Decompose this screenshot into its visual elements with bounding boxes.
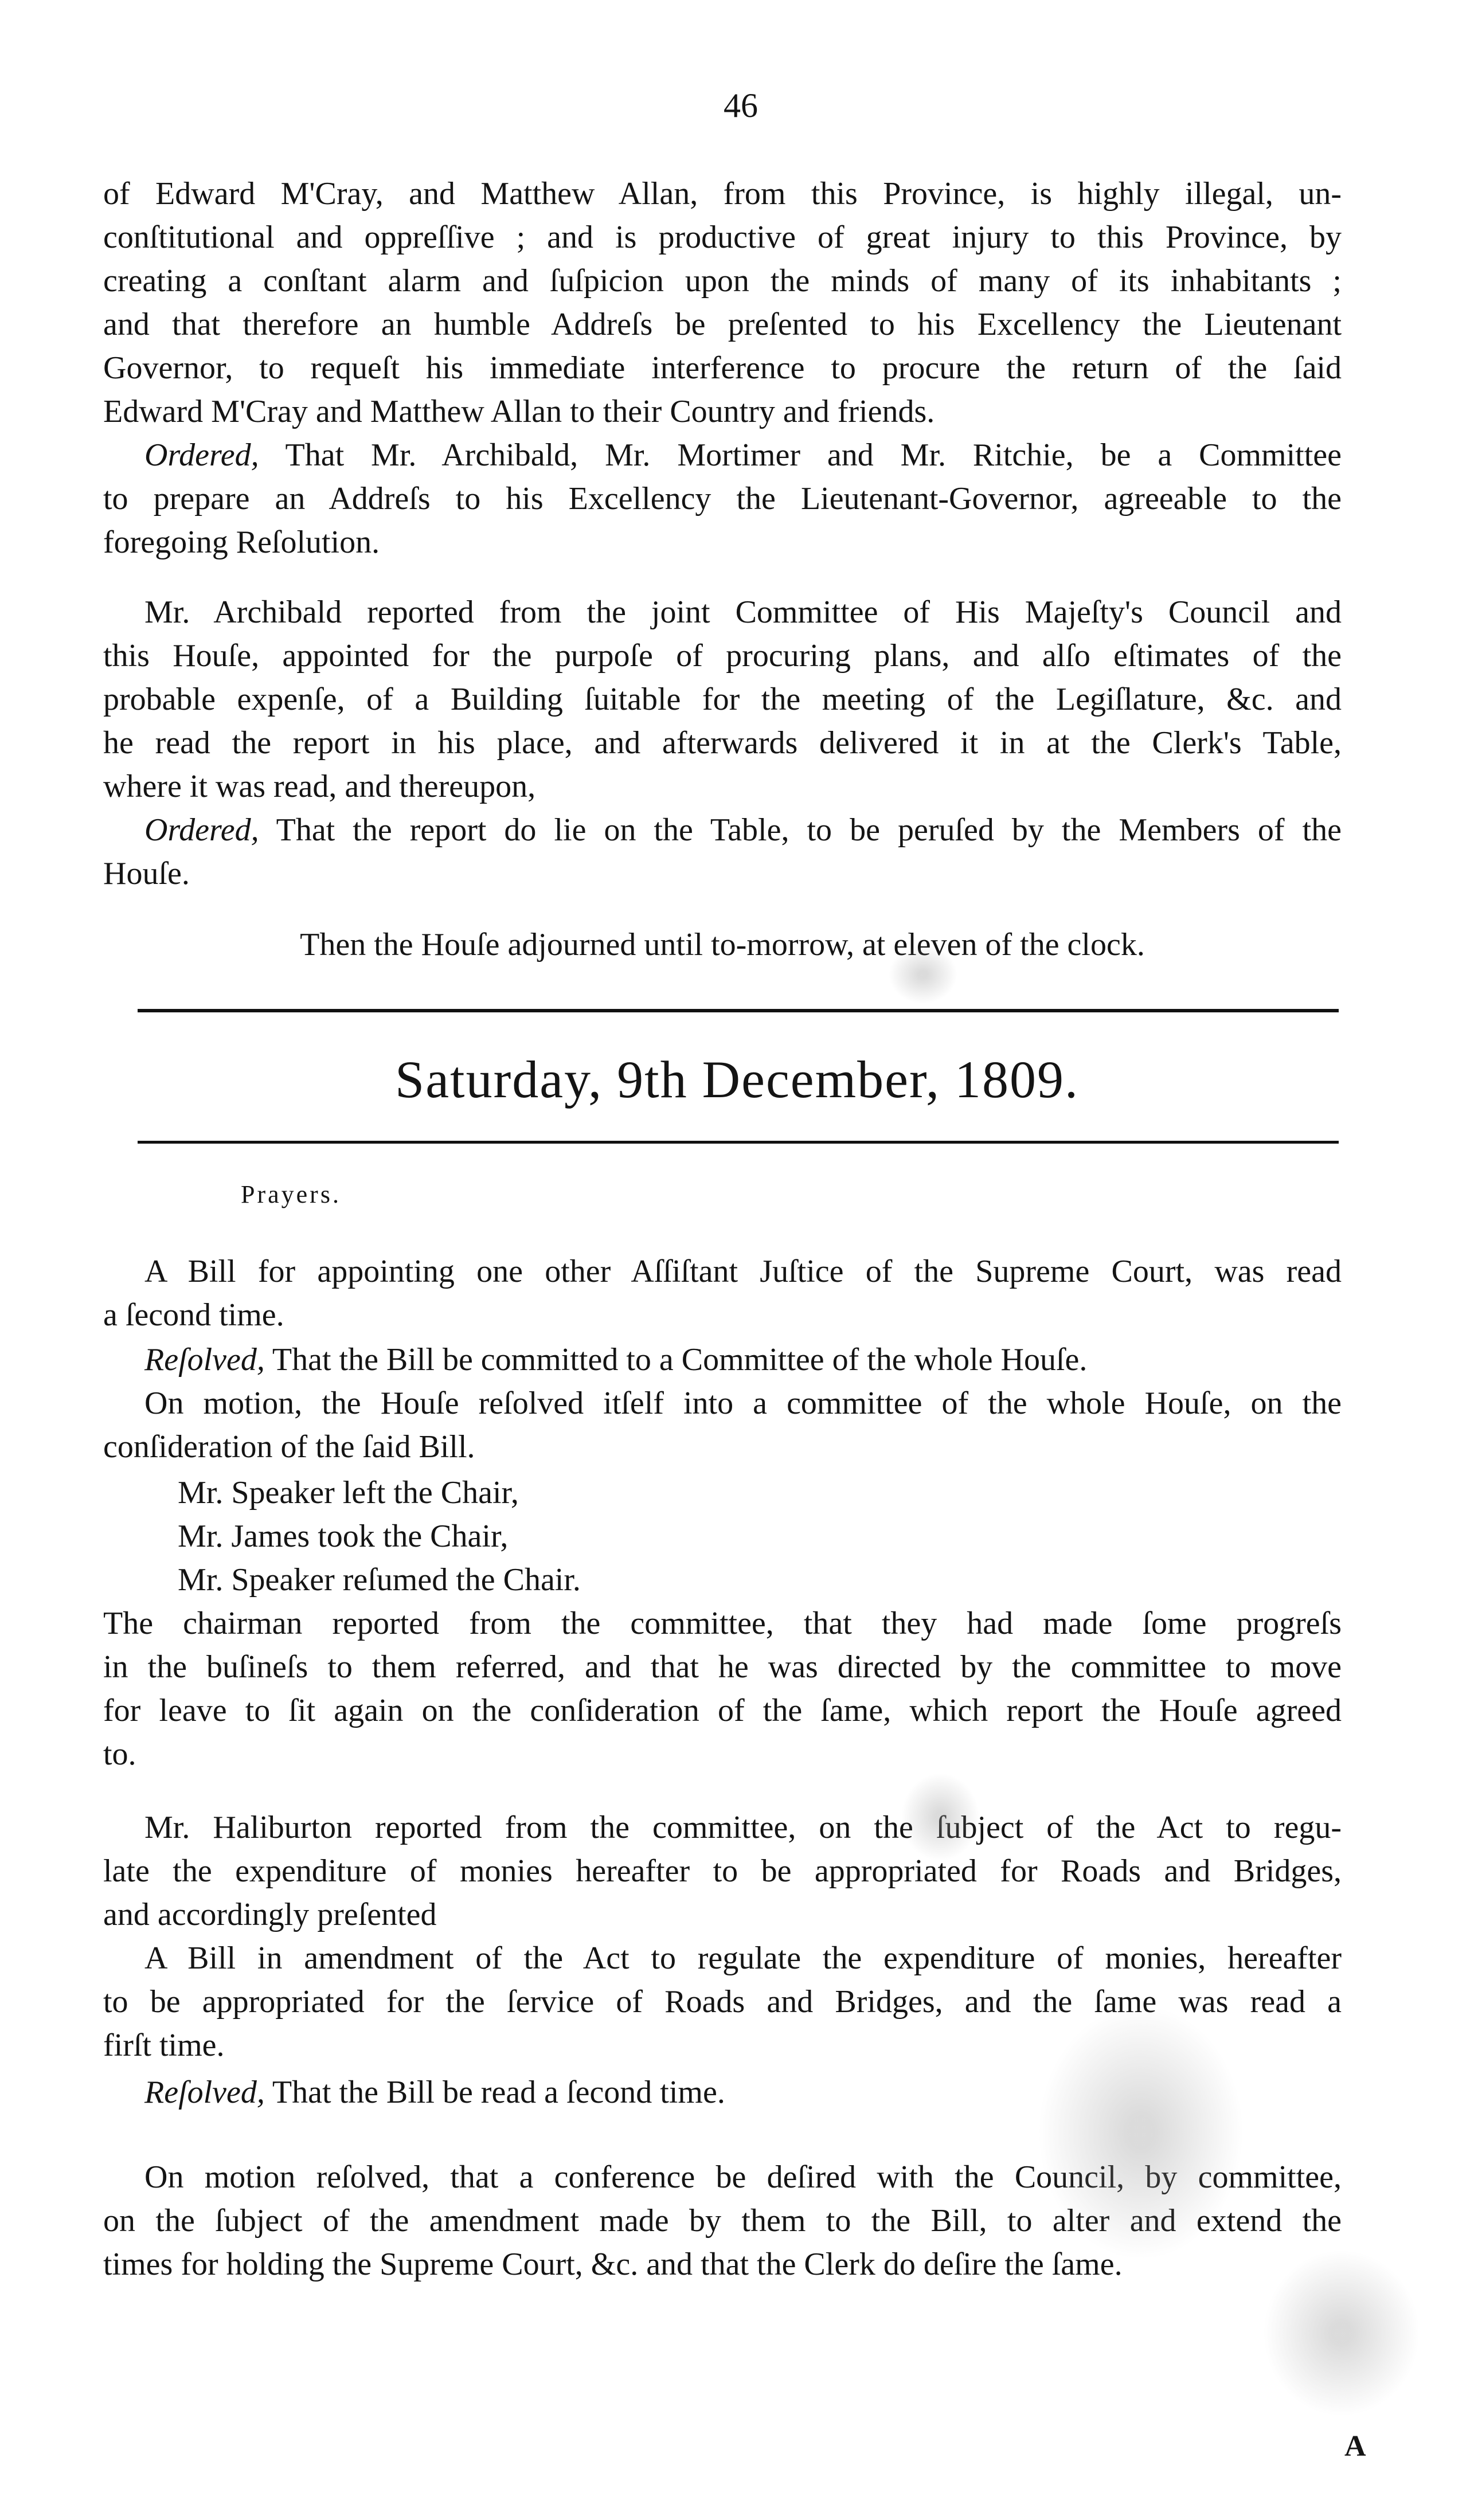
text-line: Houſe. <box>103 856 190 891</box>
speaker-line: Mr. Speaker reſumed the Chair. <box>178 1562 581 1598</box>
paragraph-haliburton-report <box>103 1806 1342 1936</box>
resolved-text: That the Bill be committed to a Committee of the whole Houſe. <box>272 1342 1088 1378</box>
paragraph-ordered-committee <box>103 433 1342 564</box>
paragraph-motion-committee <box>103 1382 1342 1469</box>
text-line <box>103 1338 1342 1382</box>
scan-speckle <box>1021 1983 1261 2282</box>
text-line: to prepare an Addreſs to his Excellency the Lieutenant-Governor, agreeable to the <box>103 481 1342 516</box>
date-heading: Saturday, 9th December, 1809. <box>395 1050 1079 1109</box>
speaker-line: Mr. James took the Chair, <box>178 1519 509 1554</box>
resolved-text: That the Bill be read a ſecond time. <box>272 2075 725 2110</box>
scan-speckle <box>1250 2236 1433 2431</box>
text-line: times for holding the Supreme Court, &c. and that the Clerk do deſire the ſame. <box>103 2247 1123 2282</box>
ordered-label: Ordered, <box>144 437 259 473</box>
text-line: Mr. Haliburton reported from the committee, on the ſubject of the Act to regu- <box>144 1810 1342 1845</box>
text-line: conſtitutional and oppreſſive ; and is productive of great injury to this Province, by <box>103 220 1342 255</box>
text-line: Governor, to requeſt his immediate interference to procure the return of the ſaid <box>103 350 1342 386</box>
scan-speckle <box>894 1766 986 1869</box>
text-line: foregoing Reſolution. <box>103 525 380 560</box>
paragraph-adjourn <box>103 923 1342 966</box>
catchword: A <box>1344 2430 1366 2463</box>
text-line: where it was read, and thereupon, <box>103 769 536 804</box>
ordered-label: Ordered, <box>144 812 259 848</box>
scan-speckle <box>883 940 963 1009</box>
text-line: of Edward M'Cray, and Matthew Allan, from this Province, is highly illegal, un- <box>103 176 1342 212</box>
ordered-text: That Mr. Archibald, Mr. Mortimer and Mr. Ritchie, be a Committee <box>285 437 1342 473</box>
paragraph-archibald-report <box>103 590 1342 808</box>
text-line: conſideration of the ſaid Bill. <box>103 1429 475 1465</box>
text-line: On motion, the Houſe reſolved itſelf into a committee of the whole Houſe, on the <box>144 1386 1342 1421</box>
ordered-text: That the report do lie on the Table, to be peruſed by the Members of the <box>276 812 1342 848</box>
paragraph-bill-justice <box>103 1250 1342 1337</box>
text-line: to. <box>103 1736 136 1772</box>
speaker-line: Mr. Speaker left the Chair, <box>178 1475 519 1511</box>
text-line: late the expenditure of monies hereafter to be appropriated for Roads and Bridges, <box>103 1853 1342 1889</box>
text-line: on the ſubject of the amendment made by them to the Bill, to alter and extend the <box>103 2203 1342 2239</box>
text-line: a ſecond time. <box>103 1297 284 1333</box>
text-line: to be appropriated for the ſervice of Roads and Bridges, and the ſame was read a <box>103 1984 1342 2020</box>
text-line: in the buſineſs to them referred, and that he was directed by the committee to move <box>103 1649 1342 1685</box>
rule-top <box>138 1009 1339 1012</box>
paragraph-chairman-report <box>103 1602 1342 1776</box>
text-line: and that therefore an humble Addreſs be preſented to his Excellency the Lieutenant <box>103 307 1342 342</box>
text-line: creating a conſtant alarm and ſuſpicion upon the minds of many of its inhabitants ; <box>103 263 1342 299</box>
text-line: The chairman reported from the committee, that they had made ſome progreſs <box>103 1606 1342 1641</box>
text-line: On motion reſolved, that a conference be deſired with the Council, by committee, <box>144 2159 1342 2195</box>
text-line: Then the Houſe adjourned until to-morrow, at eleven of the clock. <box>300 927 1145 962</box>
text-line: probable expenſe, of a Building ſuitable for the meeting of the Legiſlature, &c. and <box>103 682 1342 717</box>
text-line <box>103 808 1342 852</box>
page-number: 46 <box>724 87 758 124</box>
rule-bottom <box>138 1141 1339 1144</box>
paragraph-resolution <box>103 172 1342 433</box>
text-line: firſt time. <box>103 2028 225 2063</box>
paragraph-resolved-committee <box>103 1338 1342 1382</box>
text-line: Edward M'Cray and Matthew Allan to their Country and friends. <box>103 394 935 429</box>
text-line: and accordingly preſented <box>103 1897 437 1932</box>
text-line <box>103 433 1342 477</box>
text-line: this Houſe, appointed for the purpoſe of procuring plans, and alſo eſtimates of the <box>103 638 1342 674</box>
text-line: for leave to ſit again on the conſideration of the ſame, which report the Houſe agreed <box>103 1693 1342 1728</box>
prayers-label: Prayers. <box>241 1180 341 1208</box>
paragraph-ordered-report <box>103 808 1342 895</box>
text-line: A Bill in amendment of the Act to regulate the expenditure of monies, hereafter <box>144 1940 1342 1976</box>
resolved-label: Reſolved, <box>144 2075 265 2110</box>
text-line: A Bill for appointing one other Aſſiſtant Juſtice of the Supreme Court, was read <box>144 1254 1342 1289</box>
text-line: Mr. Archibald reported from the joint Committee of His Majeſty's Council and <box>144 594 1342 630</box>
text-line: he read the report in his place, and afterwards delivered it in at the Clerk's Table, <box>103 725 1342 761</box>
resolved-label: Reſolved, <box>144 1342 265 1378</box>
